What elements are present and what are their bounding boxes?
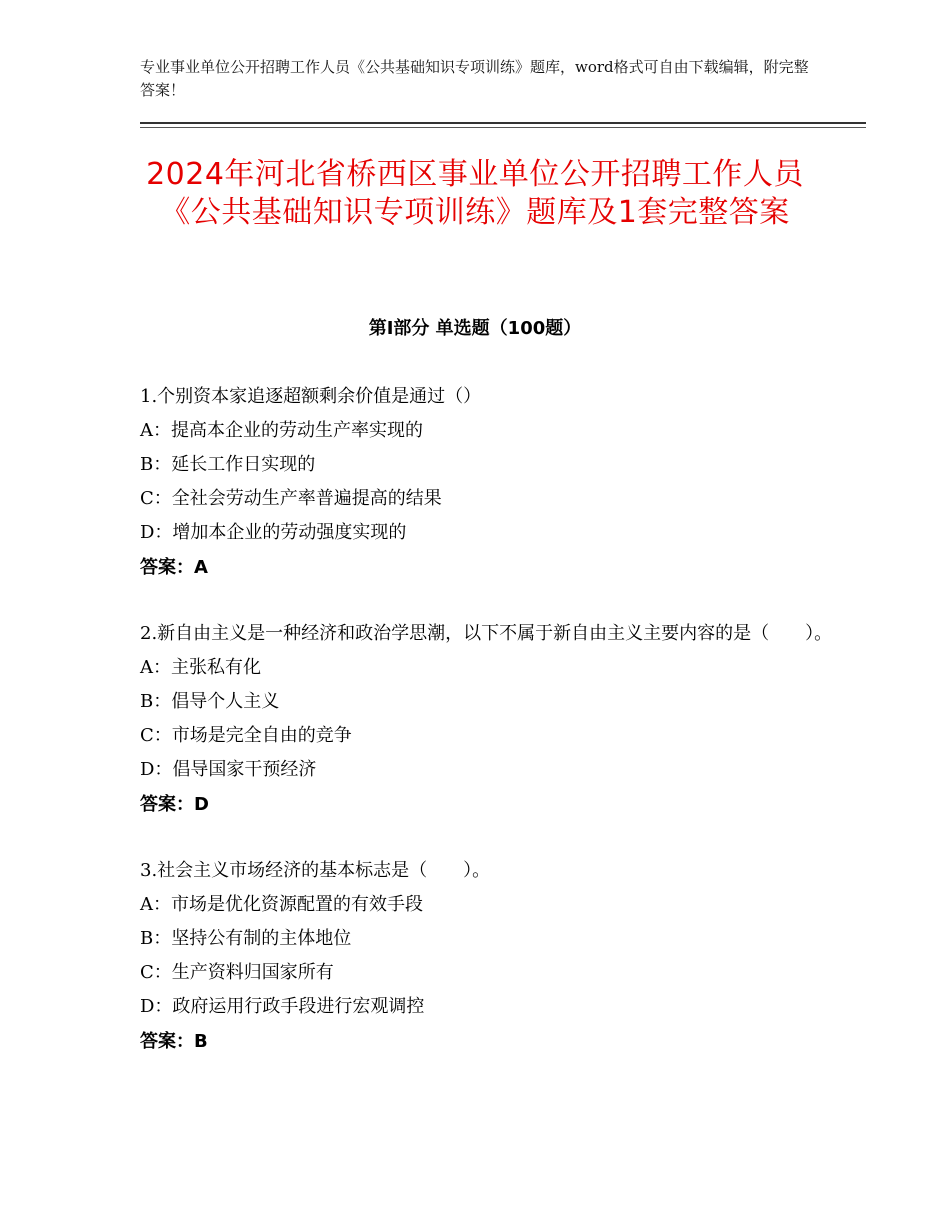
answer: 答案：B — [140, 1031, 208, 1052]
document-title: 2024年河北省桥西区事业单位公开招聘工作人员《公共基础知识专项训练》题库及1套完整答案 — [146, 157, 804, 230]
option-c: C：全社会劳动生产率普遍提高的结果 — [140, 488, 442, 509]
option-b: B：倡导个人主义 — [140, 691, 280, 712]
option-d: D：增加本企业的劳动强度实现的 — [140, 522, 407, 543]
option-b: B：坚持公有制的主体地位 — [140, 928, 352, 949]
question-stem: 3.社会主义市场经济的基本标志是（ ）。 — [140, 860, 491, 881]
question-list — [140, 380, 840, 1091]
question-stem: 2.新自由主义是一种经济和政治学思潮，以下不属于新自由主义主要内容的是（ ）。 — [140, 623, 833, 644]
option-a: A：主张私有化 — [140, 657, 261, 678]
question-1 — [140, 380, 840, 586]
option-c: C：市场是完全自由的竞争 — [140, 725, 352, 746]
header-rule-thin — [140, 127, 866, 128]
option-d: D：倡导国家干预经济 — [140, 759, 317, 780]
option-c: C：生产资料归国家所有 — [140, 962, 334, 983]
option-b: B：延长工作日实现的 — [140, 454, 316, 475]
option-a: A：提高本企业的劳动生产率实现的 — [140, 420, 423, 441]
answer: 答案：A — [140, 557, 208, 578]
answer: 答案：D — [140, 794, 209, 815]
question-stem: 1.个别资本家追逐超额剩余价值是通过（） — [140, 386, 482, 407]
section-title: 第I部分 单选题（100题） — [368, 318, 582, 339]
option-d: D：政府运用行政手段进行宏观调控 — [140, 996, 425, 1017]
option-a: A：市场是优化资源配置的有效手段 — [140, 894, 423, 915]
question-3 — [140, 854, 840, 1060]
header-note: 专业事业单位公开招聘工作人员《公共基础知识专项训练》题库，word格式可自由下载编辑，附完整答案！ — [140, 58, 809, 99]
question-2 — [140, 617, 840, 823]
header-rule-thick — [140, 122, 866, 124]
